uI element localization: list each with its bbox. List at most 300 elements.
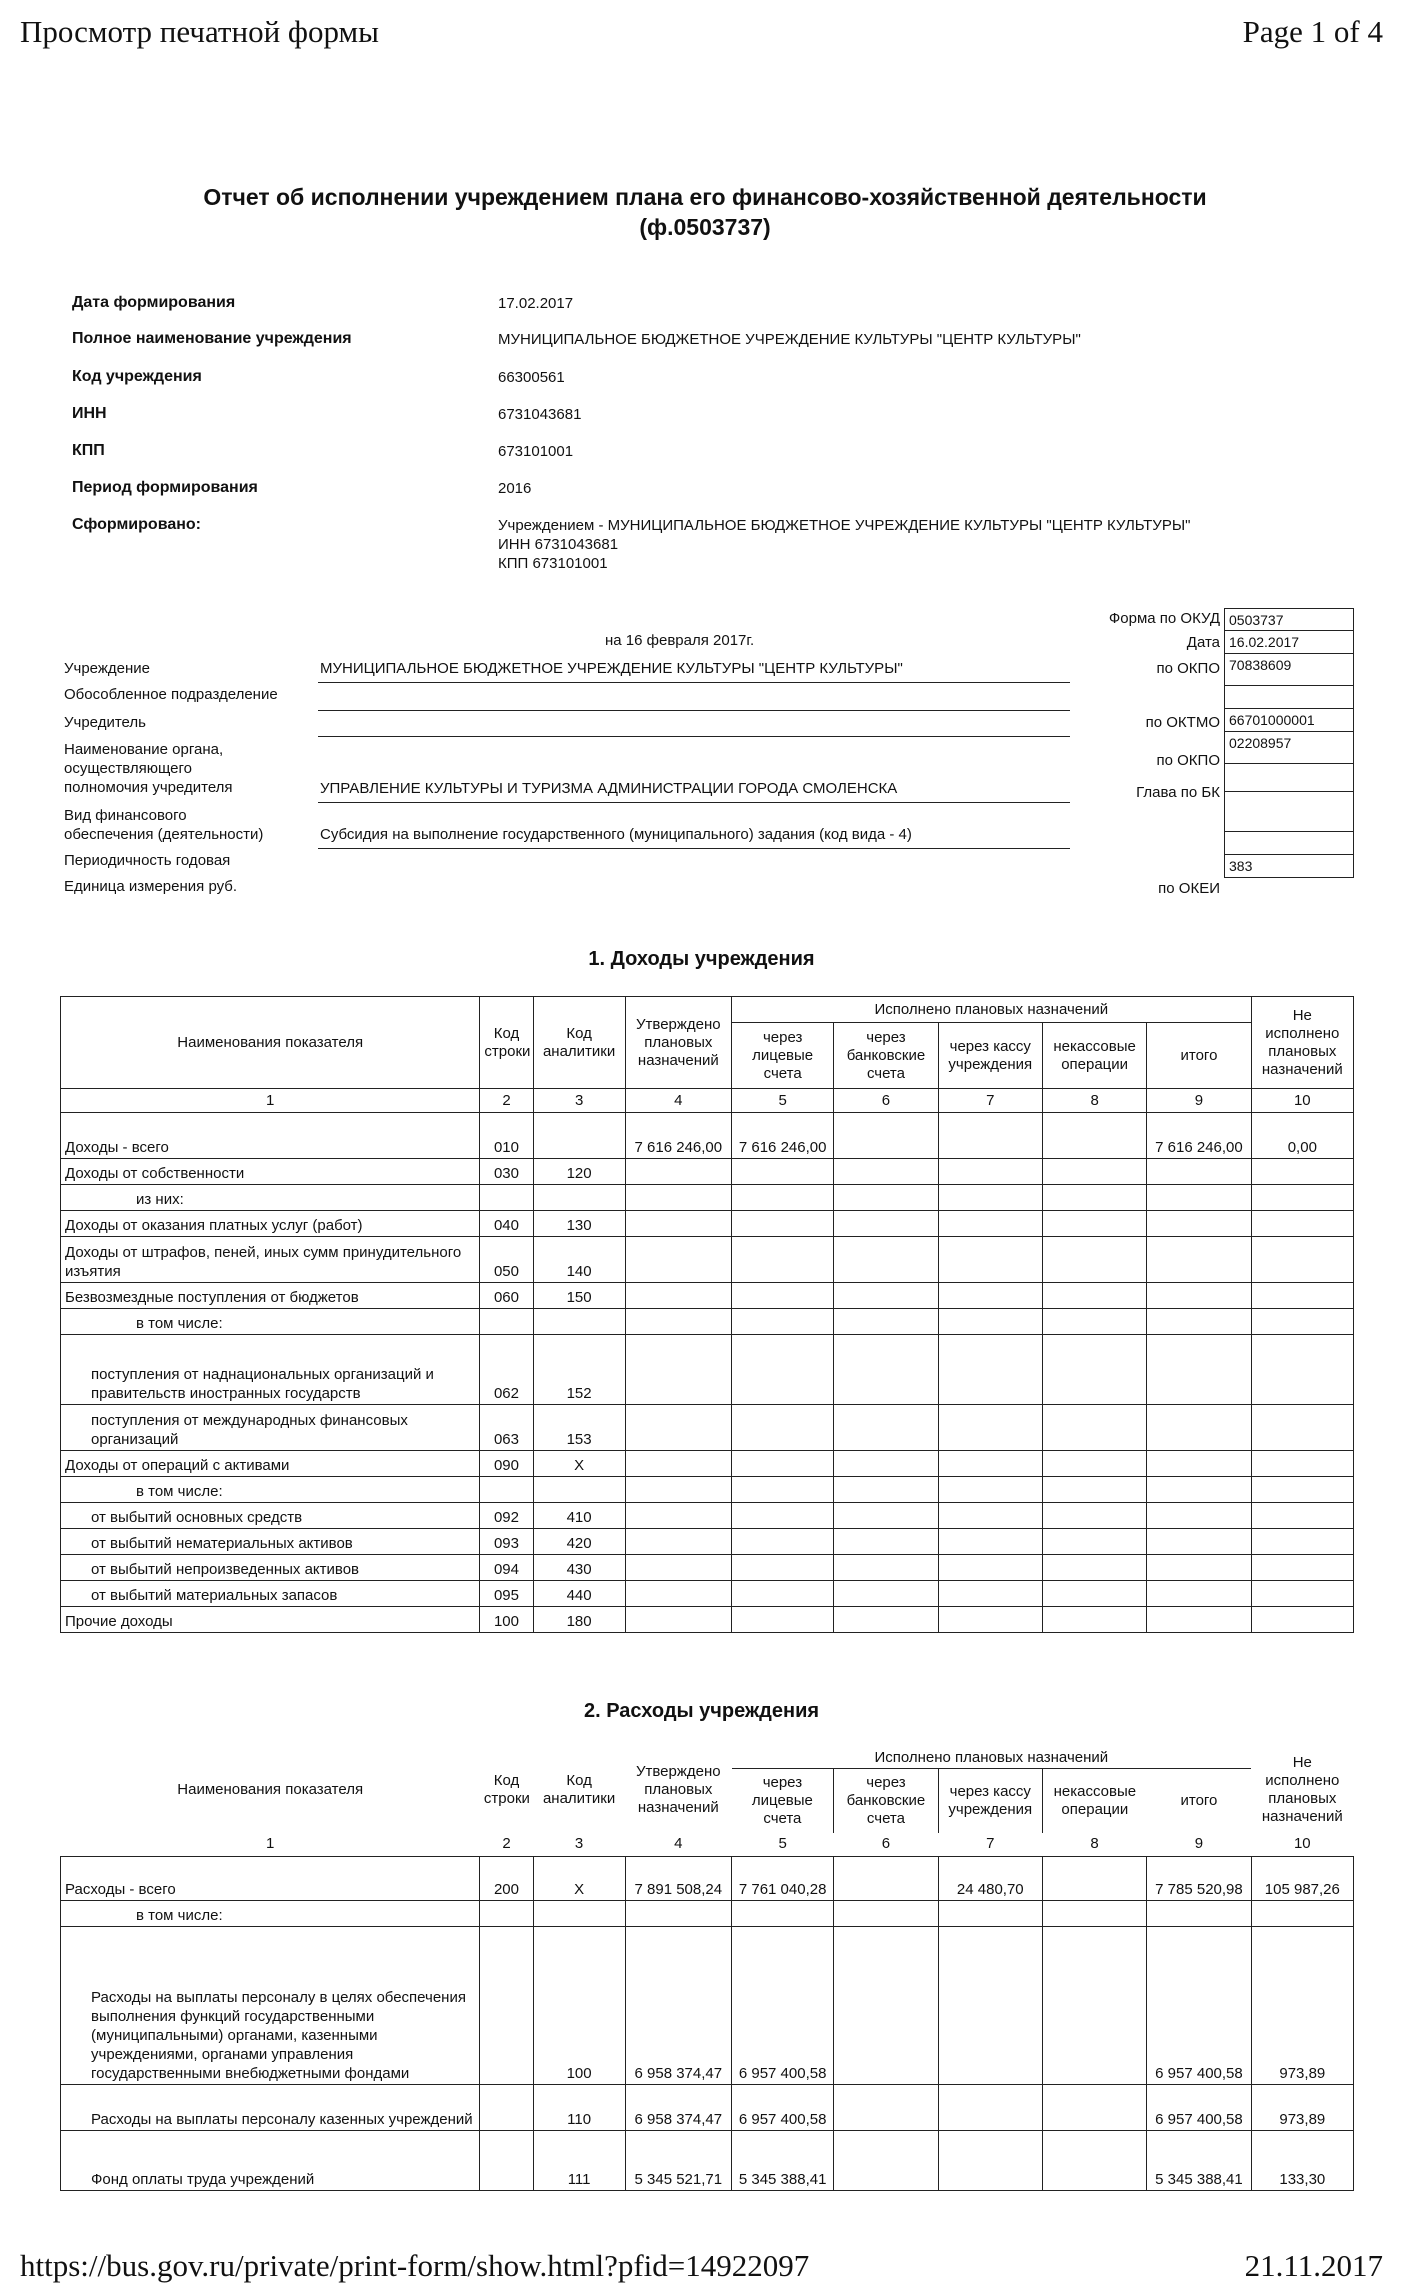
row-cell	[1147, 1901, 1251, 1927]
codes-column	[1224, 608, 1354, 878]
footer-date: 21.11.2017	[1244, 2248, 1383, 2283]
row-cell	[732, 1555, 834, 1581]
row-cell	[732, 1451, 834, 1477]
column-number: 5	[732, 1833, 834, 1857]
row-cell	[732, 1185, 834, 1211]
row-label: Фонд оплаты труда учреждений	[61, 2131, 480, 2191]
row-cell	[1042, 1503, 1146, 1529]
header-code-analytics: Код аналитики	[533, 997, 625, 1089]
row-cell	[1042, 1607, 1146, 1633]
row-cell: 410	[533, 1503, 625, 1529]
row-cell	[480, 1185, 533, 1211]
column-number: 4	[625, 1089, 731, 1113]
row-cell	[1251, 1477, 1353, 1503]
row-cell	[834, 1451, 938, 1477]
row-cell	[1147, 1211, 1251, 1237]
row-cell	[1042, 1927, 1146, 2085]
row-cell: 060	[480, 1283, 533, 1309]
header-code-row: Код строки	[483, 1772, 530, 1808]
row-cell	[625, 1529, 731, 1555]
row-cell: 095	[480, 1581, 533, 1607]
row-label: Расходы на выплаты персоналу в целях обеспечения выполнения функций государственными (муниципальными) органами, казенными учреждениями, органами управления государственными внебюджетными фондами	[61, 1927, 480, 2085]
section-2-title: 2. Расходы учреждения	[583, 1700, 820, 1722]
row-cell: 040	[480, 1211, 533, 1237]
meta-label: КПП	[72, 442, 105, 459]
row-label: от выбытий материальных запасов	[61, 1581, 480, 1607]
meta-label: Сформировано:	[72, 516, 201, 533]
header-name: Наименования показателя	[61, 997, 480, 1089]
row-cell	[834, 1927, 938, 2085]
code-label-oktmo: по ОКТМО	[1145, 714, 1220, 731]
row-cell	[834, 1309, 938, 1335]
row-cell	[625, 1555, 731, 1581]
row-cell: 6 957 400,58	[1147, 2085, 1251, 2131]
row-cell	[732, 1529, 834, 1555]
row-cell	[1251, 1503, 1353, 1529]
row-cell	[1147, 1607, 1251, 1633]
row-cell	[1042, 1159, 1146, 1185]
table-row	[61, 1335, 1354, 1405]
row-cell: 050	[480, 1237, 533, 1283]
header-not-executed: Не исполнено плановых назначений	[1251, 997, 1353, 1089]
table-row	[61, 1927, 1354, 2085]
section-1-title: 1. Доходы учреждения	[588, 948, 815, 970]
code-okpo: 70838609	[1224, 654, 1354, 686]
row-cell	[938, 1607, 1042, 1633]
meta-value-line: МУНИЦИПАЛЬНОЕ БЮДЖЕТНОЕ УЧРЕЖДЕНИЕ КУЛЬТУРЫ "ЦЕНТР КУЛЬТУРЫ"	[498, 331, 1081, 348]
row-cell	[732, 1237, 834, 1283]
header-approved: Утверждено плановых назначений	[625, 997, 731, 1089]
row-cell: 062	[480, 1335, 533, 1405]
row-cell	[480, 1901, 533, 1927]
row-cell	[732, 1607, 834, 1633]
row-cell	[1042, 1451, 1146, 1477]
column-number: 5	[732, 1089, 834, 1113]
meta-value	[498, 368, 565, 387]
meta-label: Период формирования	[72, 479, 258, 496]
row-label: Расходы на выплаты персоналу казенных учреждений	[61, 2085, 480, 2131]
row-cell	[1251, 1283, 1353, 1309]
row-cell	[834, 1335, 938, 1405]
row-cell	[625, 1451, 731, 1477]
row-label: Доходы от штрафов, пеней, иных сумм принудительного изъятия	[61, 1237, 480, 1283]
row-cell: 200	[480, 1857, 533, 1901]
row-cell	[1147, 1451, 1251, 1477]
row-cell	[834, 1113, 938, 1159]
row-cell	[834, 1581, 938, 1607]
row-cell: 0,00	[1251, 1113, 1353, 1159]
row-cell: 440	[533, 1581, 625, 1607]
row-cell	[1147, 1555, 1251, 1581]
meta-value-line: 66300561	[498, 369, 565, 386]
title-line-2: (ф.0503737)	[639, 214, 771, 240]
code-okpo-2: 02208957	[1224, 732, 1354, 764]
column-number: 6	[834, 1089, 938, 1113]
row-label: Доходы от собственности	[61, 1159, 480, 1185]
row-cell	[1042, 1283, 1146, 1309]
label-authority-1: Наименование органа,	[64, 741, 224, 758]
row-cell	[480, 2131, 533, 2191]
label-finance-2: обеспечения (деятельности)	[64, 826, 264, 843]
row-cell: 094	[480, 1555, 533, 1581]
column-number: 3	[533, 1089, 625, 1113]
row-cell: 5 345 521,71	[625, 2131, 731, 2191]
row-cell	[938, 1211, 1042, 1237]
row-cell: 111	[533, 2131, 625, 2191]
row-cell: 7 891 508,24	[625, 1857, 731, 1901]
row-cell	[1042, 1211, 1146, 1237]
label-authority-3: полномочия учредителя	[64, 779, 233, 796]
footer-url[interactable]: https://bus.gov.ru/private/print-form/show.html?pfid=14922097	[20, 2248, 810, 2283]
row-cell	[938, 1185, 1042, 1211]
column-number: 9	[1147, 1833, 1251, 1857]
row-cell	[533, 1185, 625, 1211]
row-cell: 6 957 400,58	[1147, 1927, 1251, 2085]
print-header-title: Просмотр печатной формы	[20, 14, 379, 49]
row-cell	[938, 1335, 1042, 1405]
row-cell	[625, 1335, 731, 1405]
row-cell	[625, 1405, 731, 1451]
row-cell	[533, 1477, 625, 1503]
row-label: поступления от наднациональных организаций и правительств иностранных государств	[61, 1335, 480, 1405]
row-cell: 7 616 246,00	[1147, 1113, 1251, 1159]
header-total: итого	[1180, 1791, 1218, 1809]
meta-value-line: 2016	[498, 480, 532, 497]
header-name: Наименования показателя	[177, 1781, 364, 1799]
row-cell	[834, 1555, 938, 1581]
row-cell: X	[533, 1451, 625, 1477]
row-cell	[834, 1607, 938, 1633]
header-executed: Исполнено плановых назначений	[732, 1748, 1252, 1769]
column-number: 9	[1147, 1089, 1251, 1113]
row-cell: 152	[533, 1335, 625, 1405]
row-cell	[938, 1113, 1042, 1159]
row-label: из них:	[61, 1185, 480, 1211]
row-cell	[1251, 1405, 1353, 1451]
row-cell: 010	[480, 1113, 533, 1159]
row-cell	[1147, 1477, 1251, 1503]
label-subdivision: Обособленное подразделение	[64, 686, 278, 703]
row-cell: 110	[533, 2085, 625, 2131]
row-cell	[1042, 1477, 1146, 1503]
meta-value-line: Учреждением - МУНИЦИПАЛЬНОЕ БЮДЖЕТНОЕ УЧРЕЖДЕНИЕ КУЛЬТУРЫ "ЦЕНТР КУЛЬТУРЫ"	[498, 517, 1191, 534]
row-label: Доходы от оказания платных услуг (работ)	[61, 1211, 480, 1237]
row-cell	[938, 1405, 1042, 1451]
meta-value-line: ИНН 6731043681	[498, 536, 619, 553]
row-cell	[834, 1901, 938, 1927]
row-cell: 180	[533, 1607, 625, 1633]
row-cell	[1251, 1901, 1353, 1927]
row-cell: X	[533, 1857, 625, 1901]
header-bank-accounts: через банковские счета	[834, 1023, 938, 1089]
code-okei: 383	[1224, 855, 1354, 878]
row-cell	[732, 1503, 834, 1529]
code-date: 16.02.2017	[1224, 631, 1354, 654]
row-cell	[938, 1309, 1042, 1335]
table-row	[61, 1581, 1354, 1607]
row-cell: 100	[480, 1607, 533, 1633]
row-cell	[732, 1901, 834, 1927]
column-number: 1	[61, 1833, 480, 1857]
row-cell: 6 958 374,47	[625, 1927, 731, 2085]
row-cell	[732, 1477, 834, 1503]
code-empty	[1224, 792, 1354, 832]
row-cell: 7 616 246,00	[625, 1113, 731, 1159]
meta-value	[498, 294, 573, 313]
row-cell	[1147, 1159, 1251, 1185]
code-label-okpo-2: по ОКПО	[1156, 752, 1220, 769]
row-cell	[533, 1309, 625, 1335]
row-cell	[1251, 1309, 1353, 1335]
table-row	[61, 1477, 1354, 1503]
row-cell: 090	[480, 1451, 533, 1477]
row-cell	[1251, 1529, 1353, 1555]
table-row	[61, 1451, 1354, 1477]
column-number: 10	[1251, 1089, 1353, 1113]
row-label: Расходы - всего	[61, 1857, 480, 1901]
row-label: Безвозмездные поступления от бюджетов	[61, 1283, 480, 1309]
column-number: 3	[533, 1833, 625, 1857]
document-title	[60, 182, 1350, 242]
row-cell	[938, 1901, 1042, 1927]
row-cell	[732, 1335, 834, 1405]
code-empty	[1224, 832, 1354, 855]
header-cash: через кассу учреждения	[938, 1023, 1042, 1089]
row-cell	[834, 1159, 938, 1185]
meta-label: ИНН	[72, 405, 107, 422]
table-row	[61, 1555, 1354, 1581]
row-cell	[834, 1185, 938, 1211]
code-label-okpo: по ОКПО	[1156, 660, 1220, 677]
header-executed: Исполнено плановых назначений	[732, 997, 1252, 1023]
row-cell	[1042, 1405, 1146, 1451]
underline	[318, 802, 1070, 803]
row-cell: 973,89	[1251, 1927, 1353, 2085]
row-label: от выбытий основных средств	[61, 1503, 480, 1529]
row-cell	[834, 2085, 938, 2131]
row-cell	[1042, 1113, 1146, 1159]
code-label-date: Дата	[1186, 634, 1220, 651]
row-label: поступления от международных финансовых организаций	[61, 1405, 480, 1451]
row-cell	[834, 1857, 938, 1901]
header-total: итого	[1147, 1023, 1251, 1089]
meta-label: Дата формирования	[72, 294, 236, 311]
row-cell	[834, 1237, 938, 1283]
row-cell	[1042, 2085, 1146, 2131]
row-cell	[480, 1927, 533, 2085]
row-cell	[625, 1185, 731, 1211]
label-finance-1: Вид финансового	[64, 807, 187, 824]
label-finance	[64, 806, 263, 844]
row-cell	[1251, 1237, 1353, 1283]
row-cell	[1147, 1185, 1251, 1211]
row-cell: 420	[533, 1529, 625, 1555]
row-cell: 5 345 388,41	[732, 2131, 834, 2191]
row-cell	[834, 1503, 938, 1529]
row-cell	[834, 1529, 938, 1555]
header-noncash: некассовые операции	[1042, 1769, 1146, 1833]
row-cell	[1042, 1857, 1146, 1901]
column-number: 8	[1042, 1089, 1146, 1113]
meta-value	[498, 442, 573, 461]
row-cell	[834, 1405, 938, 1451]
header-bank-accounts: через банковские счета	[834, 1769, 938, 1833]
row-cell	[625, 1159, 731, 1185]
table-row	[61, 1185, 1354, 1211]
row-cell	[480, 2085, 533, 2131]
row-cell	[1147, 1529, 1251, 1555]
code-label-bk: Глава по БК	[1136, 784, 1220, 801]
column-number: 2	[480, 1089, 533, 1113]
row-cell: 153	[533, 1405, 625, 1451]
row-label: Доходы от операций с активами	[61, 1451, 480, 1477]
row-label: в том числе:	[61, 1477, 480, 1503]
row-cell	[533, 1901, 625, 1927]
row-cell	[938, 2131, 1042, 2191]
row-cell: 24 480,70	[938, 1857, 1042, 1901]
underline	[318, 710, 1070, 711]
column-number: 1	[61, 1089, 480, 1113]
value-authority: УПРАВЛЕНИЕ КУЛЬТУРЫ И ТУРИЗМА АДМИНИСТРАЦИИ ГОРОДА СМОЛЕНСКА	[320, 780, 898, 797]
row-cell: 7 616 246,00	[732, 1113, 834, 1159]
row-cell	[732, 1159, 834, 1185]
row-cell	[938, 1451, 1042, 1477]
table-row	[61, 1211, 1354, 1237]
row-label: от выбытий нематериальных активов	[61, 1529, 480, 1555]
row-cell	[1251, 1159, 1353, 1185]
row-cell: 7 761 040,28	[732, 1857, 834, 1901]
table-row	[61, 1237, 1354, 1283]
row-cell	[1042, 1309, 1146, 1335]
code-oktmo: 66701000001	[1224, 709, 1354, 732]
label-periodicity: Периодичность годовая	[64, 852, 231, 869]
value-finance: Субсидия на выполнение государственного (муниципального) задания (код вида - 4)	[320, 826, 912, 843]
header-approved: Утверждено плановых назначений	[635, 1763, 721, 1817]
row-cell	[938, 1503, 1042, 1529]
row-cell: 063	[480, 1405, 533, 1451]
row-cell: 6 957 400,58	[732, 1927, 834, 2085]
meta-value	[498, 516, 1190, 573]
table-row	[61, 1529, 1354, 1555]
row-cell	[938, 1283, 1042, 1309]
row-cell	[625, 1901, 731, 1927]
row-label: Прочие доходы	[61, 1607, 480, 1633]
row-cell	[938, 2085, 1042, 2131]
row-cell	[625, 1477, 731, 1503]
row-cell: 6 957 400,58	[732, 2085, 834, 2131]
row-cell	[938, 1555, 1042, 1581]
row-cell: 6 958 374,47	[625, 2085, 731, 2131]
row-cell: 130	[533, 1211, 625, 1237]
row-cell	[834, 1477, 938, 1503]
row-label: в том числе:	[61, 1309, 480, 1335]
table-row	[61, 2131, 1354, 2191]
code-label-okud: Форма по ОКУД	[1108, 610, 1220, 627]
page-indicator: Page 1 of 4	[1242, 14, 1383, 49]
row-cell	[625, 1211, 731, 1237]
table-row	[61, 1901, 1354, 1927]
row-cell	[732, 1211, 834, 1237]
row-cell	[938, 1927, 1042, 2085]
row-cell	[1147, 1283, 1251, 1309]
row-cell	[625, 1283, 731, 1309]
meta-value-line: 17.02.2017	[498, 295, 574, 312]
row-cell: 092	[480, 1503, 533, 1529]
label-authority-2: осуществляющего	[64, 760, 192, 777]
row-cell	[1147, 1581, 1251, 1607]
row-cell	[480, 1477, 533, 1503]
value-institution: МУНИЦИПАЛЬНОЕ БЮДЖЕТНОЕ УЧРЕЖДЕНИЕ КУЛЬТУРЫ "ЦЕНТР КУЛЬТУРЫ"	[320, 660, 903, 677]
column-number: 8	[1042, 1833, 1146, 1857]
row-cell	[1042, 1185, 1146, 1211]
column-number: 2	[480, 1833, 533, 1857]
column-number: 6	[834, 1833, 938, 1857]
table-row	[61, 1607, 1354, 1633]
meta-value	[498, 330, 1081, 349]
row-cell	[938, 1477, 1042, 1503]
meta-value	[498, 479, 531, 498]
column-number: 10	[1251, 1833, 1353, 1857]
underline	[318, 848, 1070, 849]
row-cell	[1251, 1607, 1353, 1633]
row-label: от выбытий непроизведенных активов	[61, 1555, 480, 1581]
table-row	[61, 1857, 1354, 1901]
row-cell	[625, 1581, 731, 1607]
meta-value-line: 6731043681	[498, 406, 582, 423]
table-row	[61, 1159, 1354, 1185]
meta-value-line: КПП 673101001	[498, 555, 608, 572]
row-cell	[1147, 1405, 1251, 1451]
row-cell	[1042, 1335, 1146, 1405]
row-cell	[1251, 1185, 1353, 1211]
header-not-executed: Не исполнено плановых назначений	[1261, 1754, 1343, 1826]
row-cell	[834, 2131, 938, 2191]
row-cell	[732, 1309, 834, 1335]
row-cell	[1251, 1335, 1353, 1405]
row-cell: 140	[533, 1237, 625, 1283]
header-personal-accounts: через лицевые счета	[732, 1023, 834, 1089]
row-cell	[732, 1581, 834, 1607]
row-cell	[834, 1211, 938, 1237]
row-cell	[1147, 1335, 1251, 1405]
code-empty	[1224, 686, 1354, 709]
column-number: 7	[938, 1833, 1042, 1857]
row-cell	[533, 1113, 625, 1159]
code-label-okei: по ОКЕИ	[1158, 880, 1220, 897]
header-noncash: некассовые операции	[1042, 1023, 1146, 1089]
label-institution: Учреждение	[64, 660, 150, 677]
label-founder: Учредитель	[64, 714, 146, 731]
row-cell	[1147, 1503, 1251, 1529]
label-authority	[64, 740, 233, 797]
row-cell	[1251, 1211, 1353, 1237]
column-number: 4	[625, 1833, 731, 1857]
header-code-row: Код строки	[480, 997, 533, 1089]
meta-value-line: 673101001	[498, 443, 574, 460]
row-cell	[732, 1283, 834, 1309]
form-date-line: на 16 февраля 2017г.	[605, 632, 755, 649]
row-cell	[1042, 1555, 1146, 1581]
row-cell	[625, 1503, 731, 1529]
meta-label: Код учреждения	[72, 368, 202, 385]
row-cell	[625, 1607, 731, 1633]
row-cell	[480, 1309, 533, 1335]
column-number: 7	[938, 1089, 1042, 1113]
row-cell	[938, 1159, 1042, 1185]
row-cell: 093	[480, 1529, 533, 1555]
header-personal-accounts: через лицевые счета	[751, 1773, 813, 1827]
row-cell	[1251, 1451, 1353, 1477]
